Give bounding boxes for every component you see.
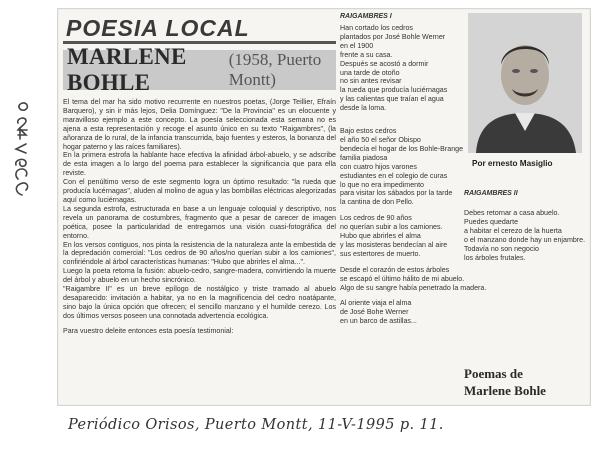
- photo-and-poem-ii-column: [462, 13, 586, 262]
- poem-stanza: [340, 127, 464, 207]
- poem-line: familia piadosa: [340, 153, 388, 162]
- author-origin: (1958, Puerto Montt): [228, 50, 322, 89]
- article-paragraph: Con el penúltimo verso de este segmento logra un óptimo resultado: "la rueda que producía lucérnagas", aluden al molino de agua y las bombillas eléctricas alegorizadas aquí como luciérnagas.: [63, 178, 336, 204]
- article-paragraph: La segunda estrofa, estructurada en base a un lenguaje coloquial y descriptivo, nos revela un panorama de costumbres, fragmento que a pesar de carecer de imagen poética, posee la particularidad de entregarnos una visión cuasi-fotográfica del entorno.: [63, 204, 336, 240]
- poem-line: Todavía no son negocio: [464, 244, 539, 253]
- poem-line: el año 50 el señor Obispo: [340, 135, 421, 144]
- article-paragraph: En la primera estrofa la hablante hace efectiva la afinidad árbol-abuelo, y se adscribe de esta imagen a lo largo del poema para establecer la significancia que para ella reviste.: [63, 151, 336, 178]
- newspaper-clipping: [57, 8, 591, 406]
- poem-line: desde la loma.: [340, 104, 387, 113]
- poem-line: y las calientas que traían el agua: [340, 95, 444, 104]
- poem-stanza: [340, 214, 456, 259]
- poem-line: la cantina de don Pello.: [340, 198, 414, 207]
- poem-title: RAIGAMBRES I: [340, 13, 392, 20]
- poem-raigambres-ii: [464, 190, 586, 262]
- poem-stanza: [340, 299, 456, 326]
- poem-line: Desde el corazón de estos árboles: [340, 265, 450, 274]
- article-paragraph: El tema del mar ha sido motivo recurrente en nuestros poetas, (Jorge Teillier, Efraín Barquero), y sin ir más lejos, Delia Domínguez: "De la Provincia" es un elocuente y maravilloso ejemplo a este concepto. La poesía seleccionada esta semana no es ajena a esta representación y recoge el asunto único en su texto "Raigambres", (la añoranza de lo rural, de la infancia transcurrida, bajo fuentes y esteros, la bonanza del hogar paterno y las raíces familiares).: [63, 98, 336, 151]
- poem-line: Algo de su sangre había penetrado la madera.: [340, 283, 487, 292]
- poem-line: no querían subir a los camiones.: [340, 223, 443, 232]
- poem-line: Bajo estos cedros: [340, 127, 397, 136]
- author-name: MARLENE BOHLE: [67, 44, 187, 95]
- poem-line: sus estertores de muerto.: [340, 249, 421, 258]
- poem-line: Al oriente viaja el alma: [340, 299, 412, 308]
- poem-line: con cuatro hijos varones: [340, 162, 417, 171]
- poem-line: Debes retornar a casa abuelo.: [464, 209, 560, 217]
- poem-stanza: [340, 265, 487, 293]
- article-paragraph: Para vuestro deleite entonces esta poesía testimonial:: [63, 326, 234, 335]
- author-photo: [468, 13, 582, 153]
- poem-line: se escapó el último hálito de mi abuelo.: [340, 274, 465, 283]
- portrait-image: [468, 13, 582, 153]
- credit-line: Poemas de: [464, 366, 523, 381]
- poems-credit: [464, 365, 546, 399]
- poem-line: de José Bohe Werner: [340, 308, 409, 317]
- article-paragraph: "Raigambre II" es un breve epílogo de nostálgico y triste tramado al abuelo desaparecido: invitación a habitar, ya no en la magnificencia del cedro noatápante, sino bajo la única opción que ofrecen; el sencillo manzano y el humilde cerezo. Los dos últimos versos poseen una connotada advertencia ecológica.: [63, 285, 336, 320]
- handwritten-source-note: Periódico Orisos, Puerto Montt, 11-V-1995 p. 11.: [68, 417, 444, 433]
- poem-raigambres-i: [340, 13, 487, 333]
- poem-line: bendecía el hogar de los Bohle-Brange: [340, 144, 464, 153]
- poem-line: Después se acostó a dormir: [340, 59, 429, 68]
- poem-line: los árboles frutales.: [464, 253, 526, 262]
- poem-line: Los cedros de 90 años: [340, 214, 412, 223]
- poem-line: en el 1900: [340, 41, 374, 50]
- photo-caption: Por ernesto Masiglio: [472, 159, 553, 168]
- poem-line: y las mosisteras bendecían al aire: [340, 240, 448, 249]
- poem-line: Han cortado los cedros: [340, 24, 413, 32]
- credit-line: Marlene Bohle: [464, 383, 546, 398]
- poem-line: en un barco de astillas...: [340, 317, 417, 326]
- poem-line: no sin antes revisar: [340, 77, 402, 86]
- poem-line: Hubo que abrirles el alma: [340, 232, 421, 241]
- section-title: POESIA LOCAL: [66, 15, 250, 41]
- poem-line: o el manzano donde hay un enjambre.: [464, 235, 586, 244]
- catalog-mark-handwriting: [4, 95, 56, 205]
- poem-stanza: [340, 24, 456, 113]
- poem-title: RAIGAMBRES II: [464, 190, 518, 197]
- poem-line: lo que no era impedimento: [340, 180, 424, 189]
- poem-line: una tarde de otoño: [340, 68, 400, 77]
- poem-line: para visitar los sábados por la tarde: [340, 189, 453, 198]
- author-banner: [63, 44, 336, 95]
- poem-line: Puedes quedarte: [464, 217, 519, 226]
- article-column: [63, 13, 336, 336]
- article-paragraph: En los versos contiguos, nos pinta la resistencia de la naturaleza ante la embestida de la depredación comercial: "Los cedros de 90 años/no querían subir a los camiones", confiriéndole al árbol características humanas: "Hubo que abrirles el alma...".: [63, 240, 336, 267]
- poem-line: a habitar el cerezo de la huerta: [464, 226, 562, 235]
- poem-line: la rueda que producía luciérnagas: [340, 86, 448, 95]
- poem-line: frente a su casa.: [340, 50, 393, 59]
- article-paragraph: Luego la poeta retoma la fusión: abuelo-cedro, sangre-madera, convirtiendo la muerte del árbol y abuelo en un hecho sincrónico.: [63, 267, 336, 285]
- poem-line: plantados por José Bohle Werner: [340, 32, 446, 41]
- article-body: [63, 98, 336, 336]
- poem-line: estudiantes en el colegio de curas: [340, 171, 448, 180]
